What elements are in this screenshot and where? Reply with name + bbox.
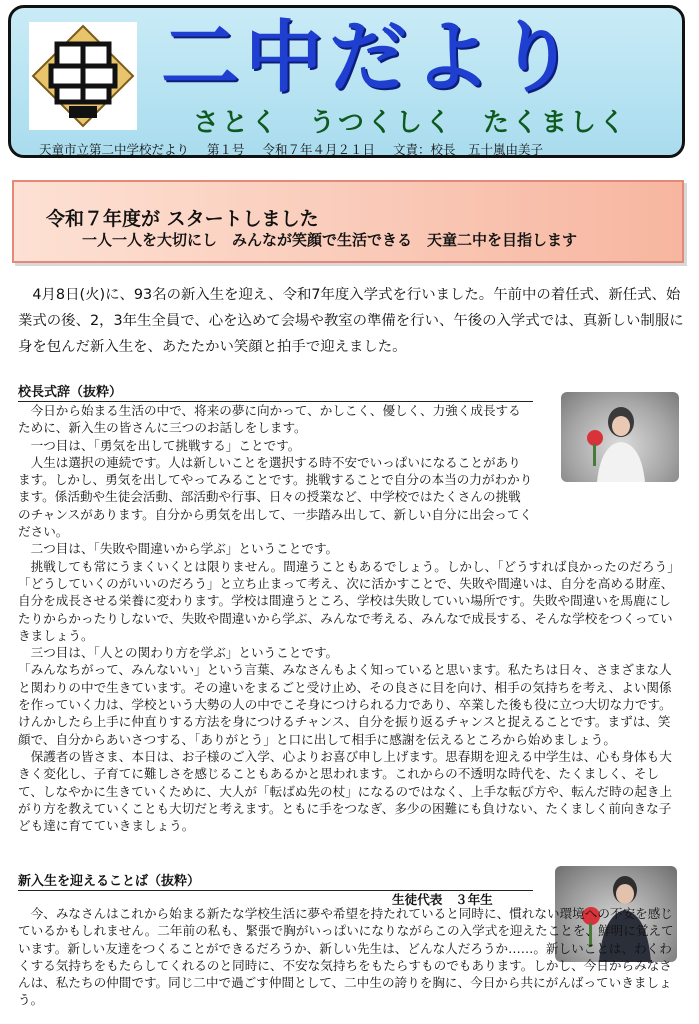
headline-subtitle: 一人一人を大切にし みんなが笑顔で生活できる 天童二中を目指します [82,231,578,249]
principal-paragraph: 今日から始まる生活の中で、将来の夢に向かって、かしこく、優しく、力強く成長するために、新入生の皆さんに三つのお話しをします。 [18,403,521,436]
headline-box [12,180,684,263]
issue-date: 令和７年４月２１日 [262,142,376,157]
school-name: 天童市立第二中学校だより [39,142,190,157]
issue-info [39,140,557,158]
school-motto: さとく うつくしく たくましく [193,108,629,138]
principal-section-title: 校長式辞（抜粋） [18,381,533,402]
principal-text [18,402,680,834]
student-speaker: 生徒代表 ３年生 [392,892,493,907]
student-section-title: 新入生を迎えることば（抜粋） [18,870,533,891]
student-text [18,905,680,1009]
principal-paragraph: 二つ目は、「失敗や間違いから学ぶ」ということです。 [30,541,339,557]
student-paragraph: 今、みなさんはこれから始まる新たな学校生活に夢や希望を持たれていると同時に、慣れない環境への不安を感じているかもしれません。二年前の私も、緊張で胸がいっぱいになりながらこの入学式を迎えたことを、鮮明に覚えています。新しい友達をつくることができるだろうか、新しい先生は、どんな人だろうか……。新しいことは、わくわくする気持ちをもたらしてくれるのと同時に、不安な気持ちをもたらすものでもあります。しかし、今日からみなさんは、私たちの仲間です。同じ二中で過ごす仲間として、二中生の誇りを胸に、今日から共にがんばっていきましょう。 [18,906,674,1008]
newsletter-title: 二中だより [161,13,582,103]
principal-paragraph: 一つ目は、「勇気を出して挑戦する」ことです。 [30,437,301,453]
school-emblem [29,22,137,130]
masthead [8,5,685,158]
issue-author: 文責：校長 五十嵐由美子 [393,142,544,157]
principal-paragraph: 挑戦しても常にうまくいくとは限りません。間違うこともあるでしょう。しかし、「どうすれば良かったのだろう」「どうしていくのがいいのだろう」と立ち止まって考え、次に活かすことで、失敗や間違いは、自分を高める財産、自分を成長させる栄養に変わります。学校は間違うところ、学校は失敗していい場所です。失敗や間違いを馬鹿にしたりからかったりしないで、失敗や間違いから学ぶ、みんなで考える、みんなで成長する、そんな学校をつくっていきましょう。 [18,558,680,643]
intro-paragraph: 4月8日(火)に、93名の新入生を迎え、令和7年度入学式を行いました。午前中の着任式、新任式、始業式の後、2，3年生全員で、心を込めて会場や教室の準備を行い、午後の入学式では、真新しい制服に身を包んだ新入生を、あたたかい笑顔と拍手で迎えました。 [18,287,684,355]
principal-paragraph: 保護者の皆さま、本日は、お子様のご入学、心よりお喜び申し上げます。思春期を迎える中学生は、心も身体も大きく変化し、子育てに難しさを感じることもあるかと思われます。これからの不透明な時代を、たくましく、そして、しなやかに生きていくために、大人が「転ばぬ先の杖」になるのではなく、上手な転び方や、転んだ時の起き上がり方を教えていくことも大切だと考えます。ともに手をつなぎ、多少の困難にも負けない、たくましく前向きな子ども達に育てていきましょう。 [18,748,673,834]
principal-paragraph: 三つ目は、「人との関わり方を学ぶ」ということです。 [30,645,339,661]
headline-title: 令和７年度が スタートしました [46,208,319,230]
principal-paragraph: 「みんなちがって、みんないい」という言葉、みなさんもよく知っていると思います。私たちは日々、さまざまな人と関わりの中で生きています。その違いをまるごと受け止め、その良さに目を向け、相手の気持ちを考え、よい関係を作っていく力は、学校という大勢の人の中でこそ身につけられる力であり、卒業した後も役に立つ大切な力です。けんかしたら上手に仲直りする方法を身につけるチャンス、自分を振り返るチャンスと捉えることです。まずは、笑顔で、自分からあいさつする、「ありがとう」と口に出して相手に感謝を伝えるところから始めましょう。 [18,662,672,747]
principal-paragraph: 人生は選択の連続です。人は新しいことを選択する時不安でいっぱいになることがあります。しかし、勇気を出してやってみることです。挑戦することで自分の本当の力がわかります。係活動や生徒会活動、部活動や行事、日々の授業など、中学校ではたくさんの挑戦のチャンスがあります。自分から勇気を出して、一歩踏み出して、新しい自分に出会ってください。 [18,454,533,540]
issue-number: 第１号 [207,142,245,157]
